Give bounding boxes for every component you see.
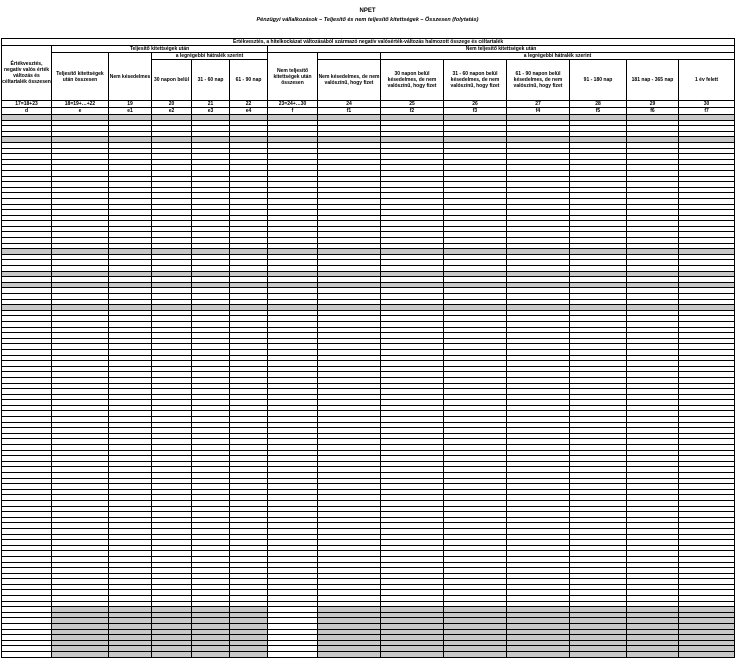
report-table — [1, 38, 735, 658]
header-col-f2: 30 napon belül késedelmes, de nem valószínű, hogy fizet — [381, 60, 444, 101]
table-cell — [52, 652, 109, 658]
num-cell: 30 — [679, 101, 735, 108]
num-cell: 21 — [192, 101, 230, 108]
header-col-e1: Nem késedelmes — [109, 53, 152, 101]
table-cell — [152, 652, 192, 658]
letter-cell: f4 — [507, 108, 570, 115]
letter-cell: f1 — [318, 108, 381, 115]
letter-cell: f7 — [679, 108, 735, 115]
letter-cell: f — [268, 108, 318, 115]
header-col-f3: 31 - 60 napon belül késedelmes, de nem valószínű, hogy fizet — [444, 60, 507, 101]
header-col-f5: 91 - 180 nap — [570, 60, 627, 101]
header-col-f1: Nem késedelmes, de nem valószínű, hogy fizet — [318, 60, 381, 101]
header-col-d: Értékvesztés, negatív valós érték változás és céltartalék összesen — [2, 46, 52, 101]
number-row — [2, 101, 735, 108]
table-cell — [268, 652, 318, 658]
header-group-nonperforming: Nem teljesítő kitettségek után — [268, 46, 735, 53]
letter-cell: e4 — [230, 108, 268, 115]
letter-cell: e2 — [152, 108, 192, 115]
header-col-e: Teljesítő kitettségek után összesen — [52, 53, 109, 101]
letter-cell: f2 — [381, 108, 444, 115]
num-cell: 18=19+…+22 — [52, 101, 109, 108]
header-col-e3: 31 - 60 nap — [192, 60, 230, 101]
table-cell — [381, 652, 444, 658]
num-cell: 17=18+23 — [2, 101, 52, 108]
data-rows — [2, 115, 735, 658]
table-cell — [230, 652, 268, 658]
num-cell: 23=24+…30 — [268, 101, 318, 108]
num-cell: 26 — [444, 101, 507, 108]
header-group-top: Értékvesztés, a hitelkockázat változásából származó negatív valósérték-változás halmozott összege és céltartalék — [2, 39, 735, 46]
letter-cell: e1 — [109, 108, 152, 115]
table-cell — [318, 652, 381, 658]
document-code: NPET — [359, 8, 376, 14]
table-cell — [570, 652, 627, 658]
letter-cell: f5 — [570, 108, 627, 115]
table-cell — [192, 652, 230, 658]
num-cell: 25 — [381, 101, 444, 108]
header-group-performing: Teljesítő kitettségek után — [52, 46, 268, 53]
num-cell: 19 — [109, 101, 152, 108]
header-col-f: Nem teljesítő kitettségek után összesen — [268, 53, 318, 101]
header-col-f6: 181 nap - 365 nap — [627, 60, 679, 101]
letter-cell: e — [52, 108, 109, 115]
letter-cell: f6 — [627, 108, 679, 115]
letter-cell: e3 — [192, 108, 230, 115]
num-cell: 24 — [318, 101, 381, 108]
header-sub-nonperf: a legrégebbi hátralék szerint — [381, 53, 735, 60]
header-col-f4: 61 - 90 napon belül késedelmes, de nem valószínű, hogy fizet — [507, 60, 570, 101]
letter-cell: d — [2, 108, 52, 115]
header-col-e4: 61 - 90 nap — [230, 60, 268, 101]
table-cell — [444, 652, 507, 658]
num-cell: 28 — [570, 101, 627, 108]
table-cell — [2, 652, 52, 658]
header-col-f7: 1 év felett — [679, 60, 735, 101]
num-cell: 20 — [152, 101, 192, 108]
table-cell — [109, 652, 152, 658]
table-cell — [627, 652, 679, 658]
table-cell — [507, 652, 570, 658]
table-cell — [679, 652, 735, 658]
num-cell: 27 — [507, 101, 570, 108]
letter-cell: f3 — [444, 108, 507, 115]
header-col-e2: 30 napon belül — [152, 60, 192, 101]
letter-row — [2, 108, 735, 115]
table-row — [2, 652, 735, 658]
document-subtitle: Pénzügyi vállalkozások – Teljesítő és nem teljesítő kitettségek – Összesen (folytatás) — [256, 17, 479, 23]
num-cell: 29 — [627, 101, 679, 108]
header-blank — [318, 53, 381, 60]
header-sub-perf: a legrégebbi hátralék szerint — [152, 53, 268, 60]
num-cell: 22 — [230, 101, 268, 108]
